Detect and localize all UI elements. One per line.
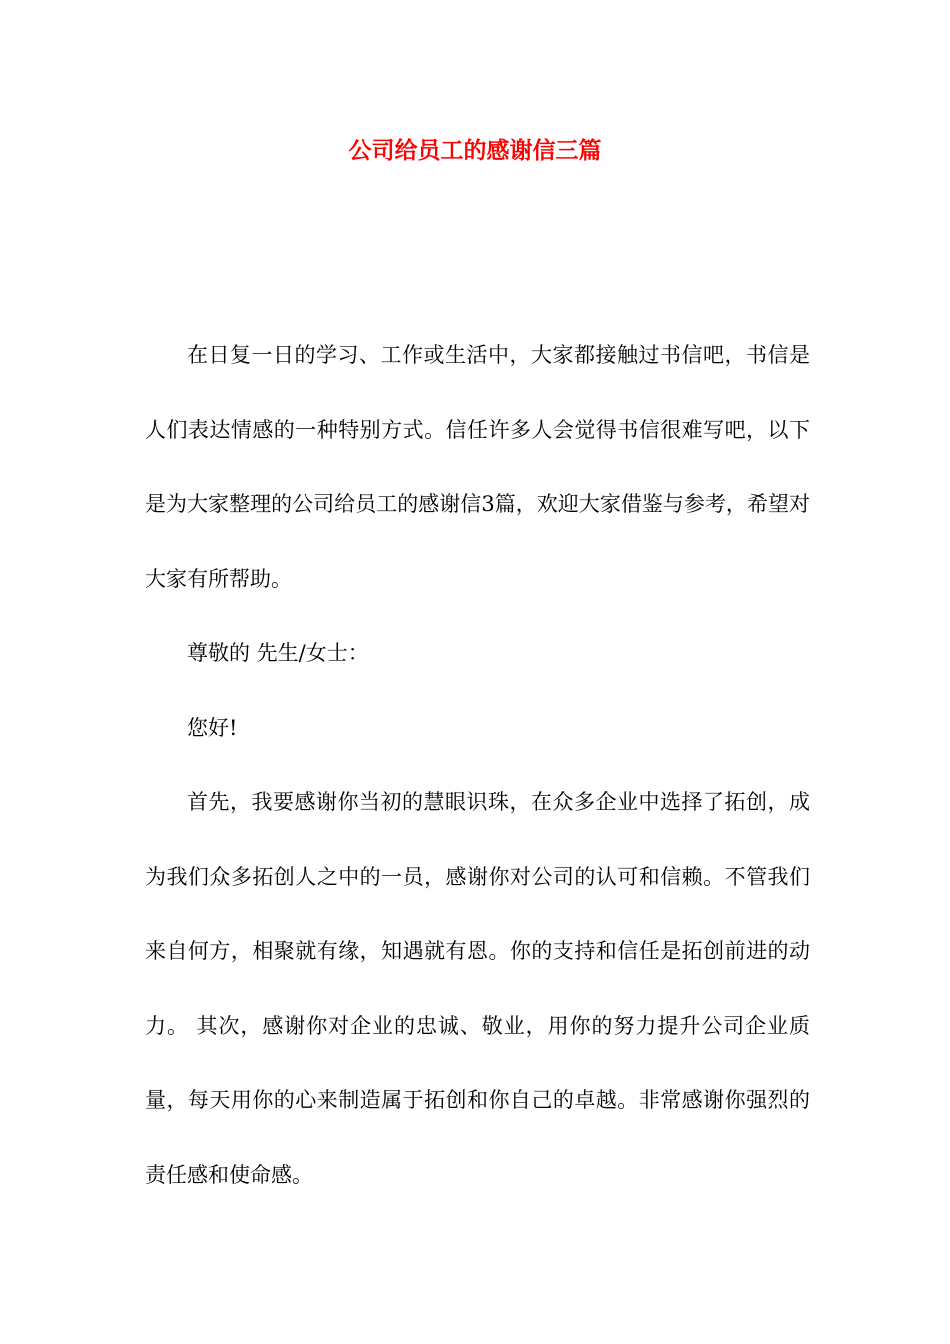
salutation: 尊敬的 先生/女士：	[187, 641, 369, 665]
greeting: 您好!	[187, 715, 238, 740]
intro-paragraph: 在日复一日的学习、工作或生活中，大家都接触过书信吧，书信是人们表达情感的一种特别方式。信任许多人会觉得书信很难写吧，以下是为大家整理的公司给员工的感谢信3篇，欢迎大家借鉴与参考，希望对大家有所帮助。	[145, 343, 810, 591]
document-body	[145, 318, 810, 1212]
document-title: 公司给员工的感谢信三篇	[348, 138, 602, 164]
letter-paragraph: 首先，我要感谢你当初的慧眼识珠，在众多企业中选择了拓创，成为我们众多拓创人之中的一员，感谢你对公司的认可和信赖。不管我们来自何方，相聚就有缘，知遇就有恩。你的支持和信任是拓创前进的动力。 其次，感谢你对企业的忠诚、敬业，用你的努力提升公司企业质量，每天用你的心来制造属于拓创和你自己的卓越。非常感谢你强烈的责任感和使命感。	[145, 790, 810, 1187]
